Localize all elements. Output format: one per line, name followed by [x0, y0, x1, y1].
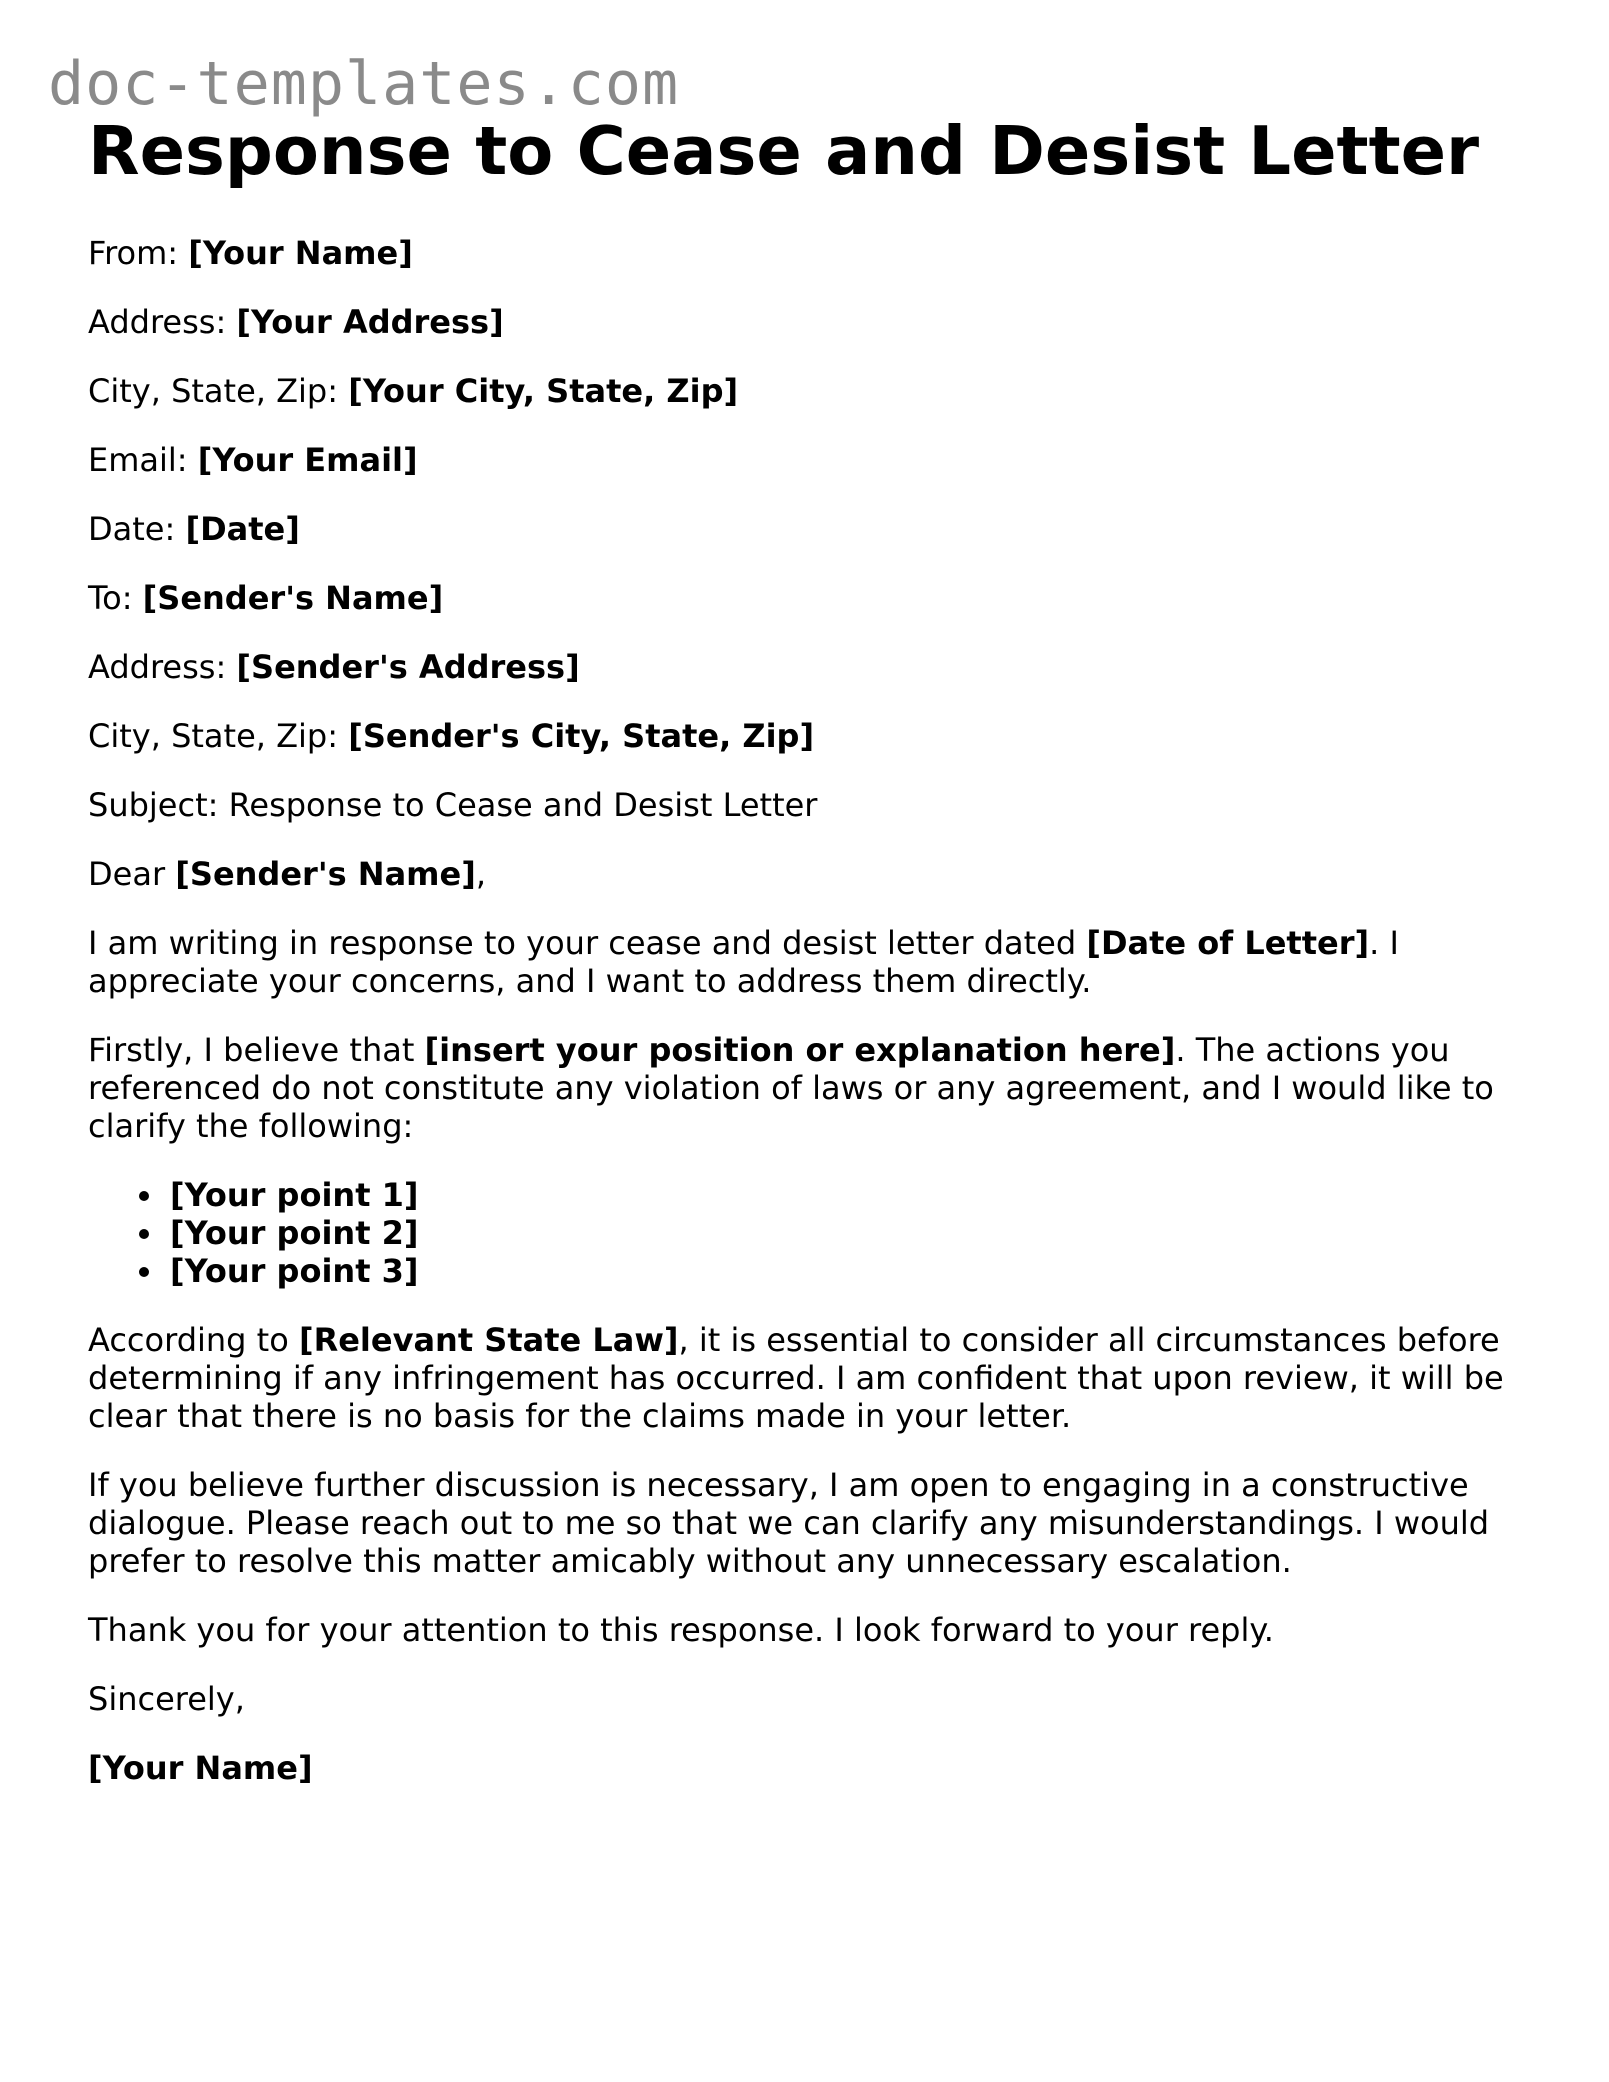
text-run: . I appreciate your concerns, and I want to address them directly. — [88, 924, 1399, 1000]
text-run: I am writing in response to your cease and desist letter dated — [88, 924, 1087, 962]
field-value: [Date] — [185, 510, 300, 548]
field-label: Date: — [88, 510, 176, 548]
field-value: [Sender's Name] — [142, 579, 444, 617]
paragraph-position — [88, 1031, 1528, 1145]
paragraph-thanks: Thank you for your attention to this response. I look forward to your reply. — [88, 1611, 1274, 1649]
from-field — [88, 234, 1528, 272]
field-value: [Your Email] — [197, 441, 418, 479]
field-value: [Sender's Address] — [236, 648, 580, 686]
text-run: , it is essential to consider all circumstances before determining if any infringement has occurred. I am confident that upon review, it will be clear that there is no basis for the claims made in your letter. — [88, 1321, 1504, 1435]
watermark-text: doc-templates.com — [48, 49, 680, 119]
field-label: Email: — [88, 441, 188, 479]
text-run: . The actions you referenced do not constitute any violation of laws or any agreement, and I would like to clarify the following: — [88, 1031, 1494, 1145]
field-label: City, State, Zip: — [88, 717, 339, 755]
text-run: According to — [88, 1321, 299, 1359]
letter-page — [88, 108, 1528, 1818]
field-value: [Your Name] — [188, 234, 413, 272]
closing: Sincerely, — [88, 1680, 245, 1718]
paragraph-discussion: If you believe further discussion is necessary, I am open to engaging in a constructive dialogue. Please reach out to me so that we can clarify any misunderstandings. I would prefer to resolve this matter amicably without any unnecessary escalation. — [88, 1466, 1490, 1580]
to-field — [88, 579, 1528, 617]
field-label: From: — [88, 234, 179, 272]
date-field — [88, 510, 1528, 548]
field-value: [Your City, State, Zip] — [348, 372, 739, 410]
subject-line: Subject: Response to Cease and Desist Letter — [88, 786, 818, 824]
list-item: • [Your point 2] — [166, 1214, 1528, 1252]
signature: [Your Name] — [88, 1749, 313, 1787]
field-value: [Sender's City, State, Zip] — [348, 717, 815, 755]
placeholder-position: [insert your position or explanation here] — [424, 1031, 1176, 1069]
document-title: Response to Cease and Desist Letter — [88, 112, 1480, 190]
placeholder-date-of-letter: [Date of Letter] — [1086, 924, 1370, 962]
to-address-field — [88, 648, 1528, 686]
field-label: To: — [88, 579, 133, 617]
from-address-field — [88, 303, 1528, 341]
paragraph-law — [88, 1321, 1528, 1435]
list-item: • [Your point 1] — [166, 1176, 1528, 1214]
points-list — [88, 1176, 1528, 1290]
field-label: Address: — [88, 303, 227, 341]
placeholder-state-law: [Relevant State Law] — [298, 1321, 679, 1359]
salutation-prefix: Dear — [88, 855, 176, 893]
paragraph-intro — [88, 924, 1528, 1000]
text-run: Firstly, I believe that — [88, 1031, 425, 1069]
field-value: [Your Address] — [236, 303, 504, 341]
salutation-name: [Sender's Name] — [175, 855, 476, 893]
salutation-suffix: , — [475, 855, 487, 893]
field-label: City, State, Zip: — [88, 372, 339, 410]
from-city-field — [88, 372, 1528, 410]
list-item: • [Your point 3] — [166, 1252, 1528, 1290]
field-label: Address: — [88, 648, 227, 686]
email-field — [88, 441, 1528, 479]
to-city-field — [88, 717, 1528, 755]
salutation — [88, 855, 1528, 893]
